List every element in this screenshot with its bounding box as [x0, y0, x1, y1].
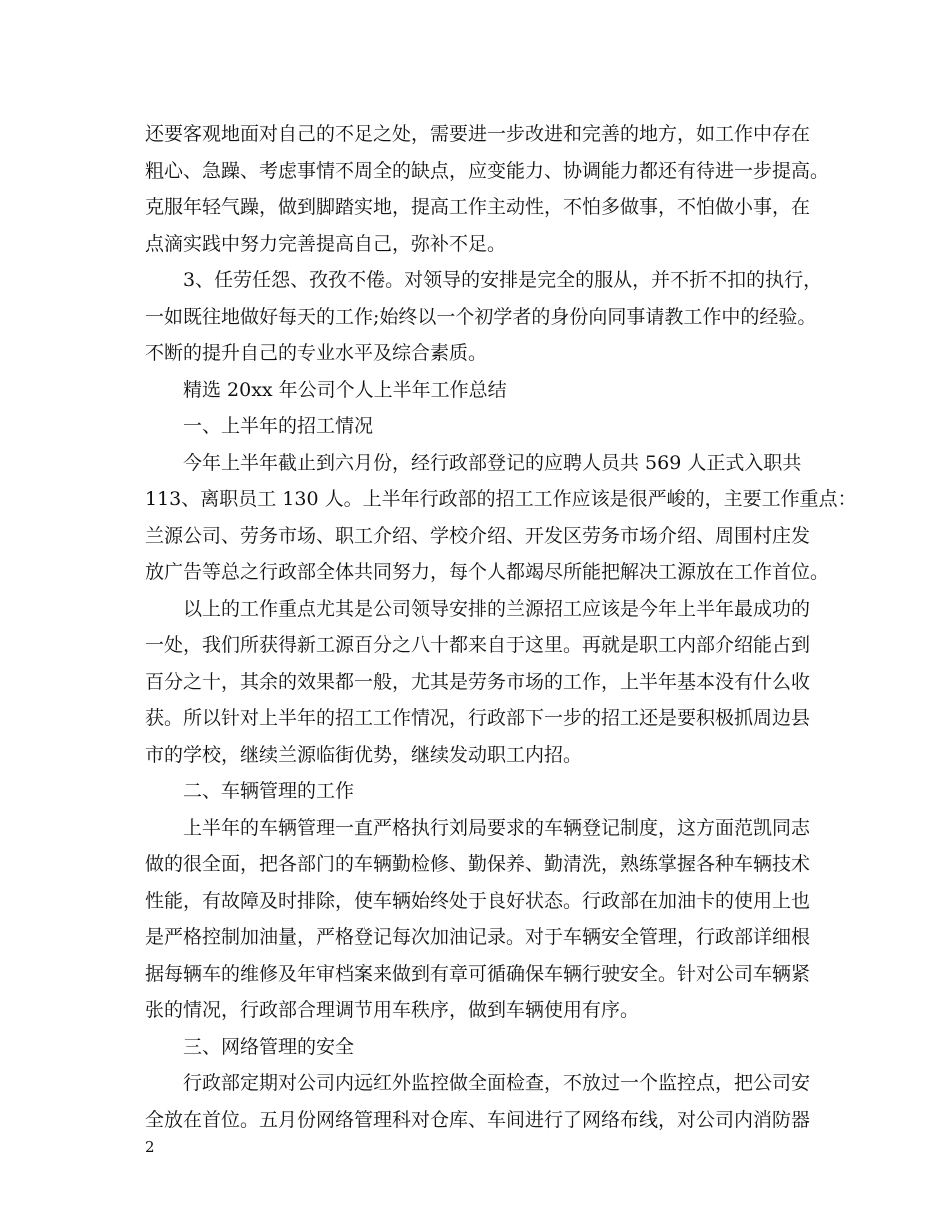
text-line: 兰源公司、劳务市场、职工介绍、学校介绍、开发区劳务市场介绍、周围村庄发	[145, 524, 811, 547]
text-line: 张的情况，行政部合理调节用车秩序，做到车辆使用有序。	[145, 999, 640, 1021]
text-line: 克服年轻气躁，做到脚踏实地，提高工作主动性，不怕多做事，不怕做小事，在	[145, 196, 811, 218]
heading-vehicles	[145, 773, 810, 810]
text-line: 3、任劳任怨、孜孜不倦。对领导的安排是完全的服从，并不折不扣的执行，	[183, 269, 823, 291]
text-line: 一如既往地做好每天的工作;始终以一个初学者的身份向同事请教工作中的经验。	[145, 305, 817, 328]
paragraph-recruitment-stats	[145, 445, 857, 591]
heading-network	[145, 1029, 810, 1066]
text-line: 以上的工作重点尤其是公司领导安排的兰源招工应该是今年上半年最成功的	[183, 597, 811, 620]
text-line: 还要客观地面对自己的不足之处，需要进一步改进和完善的地方，如工作中存在	[145, 123, 811, 145]
text-line: 113、离职员工 130 人。上半年行政部的招工工作应该是很严峻的，主要工作重点：	[145, 488, 857, 510]
text-line: 市的学校，继续兰源临街优势，继续发动职工内招。	[145, 743, 583, 766]
text-line: 点滴实践中努力完善提高自己，弥补不足。	[145, 232, 507, 255]
paragraph-point-3	[145, 262, 823, 372]
section-title	[145, 372, 810, 409]
text-line: 放广告等总之行政部全体共同努力，每个人都竭尽所能把解决工源放在工作首位。	[145, 561, 830, 583]
text-line: 做的很全面，把各部门的车辆勤检修、勤保养、勤清洗，熟练掌握各种车辆技术	[145, 853, 811, 875]
paragraph-network-security	[145, 1065, 810, 1138]
section-heading: 二、车辆管理的工作	[183, 780, 355, 802]
text-line: 性能，有故障及时排除，使车辆始终处于良好状态。行政部在加油卡的使用上也	[145, 889, 811, 912]
page-number: 2	[145, 1138, 155, 1156]
text-line: 粗心、急躁、考虑事情不周全的缺点，应变能力、协调能力都还有待进一步提高。	[145, 159, 830, 182]
text-line: 一处，我们所获得新工源百分之八十都来自于这里。再就是职工内部介绍能占到	[145, 634, 811, 656]
text-line: 获。所以针对上半年的招工工作情况，行政部下一步的招工还是要积极抓周边县	[145, 707, 811, 729]
text-line: 是严格控制加油量，严格登记每次加油记录。对于车辆安全管理，行政部详细根	[145, 926, 811, 948]
text-line: 今年上半年截止到六月份，经行政部登记的应聘人员共 569 人正式入职共	[183, 451, 802, 474]
text-line: 上半年的车辆管理一直严格执行刘局要求的车辆登记制度，这方面范凯同志	[183, 816, 811, 839]
document-subtitle: 精选 20xx 年公司个人上半年工作总结	[183, 378, 507, 401]
text-line: 行政部定期对公司内远红外监控做全面检查，不放过一个监控点，把公司安	[183, 1072, 811, 1094]
text-line: 不断的提升自己的专业水平及综合素质。	[145, 342, 488, 364]
section-heading: 一、上半年的招工情况	[183, 415, 374, 437]
text-line: 全放在首位。五月份网络管理科对仓库、车间进行了网络布线，对公司内消防器	[145, 1108, 811, 1131]
text-line: 据每辆车的维修及年审档案来做到有章可循确保车辆行驶安全。针对公司车辆紧	[145, 962, 811, 985]
document-body	[145, 116, 857, 1138]
text-line: 百分之十，其余的效果都一般，尤其是劳务市场的工作，上半年基本没有什么收	[145, 670, 811, 693]
heading-recruitment	[145, 408, 810, 445]
paragraph-vehicle-management	[145, 810, 810, 1029]
paragraph-self-improvement	[145, 116, 830, 262]
section-heading: 三、网络管理的安全	[183, 1035, 355, 1058]
paragraph-recruitment-focus	[145, 591, 810, 774]
